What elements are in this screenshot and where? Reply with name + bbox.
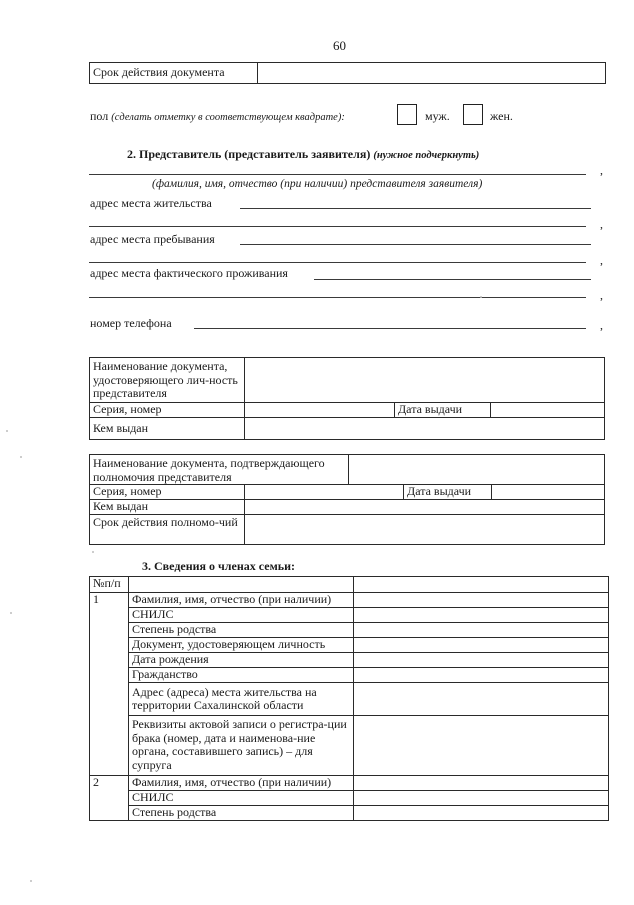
actual-address-comma: , xyxy=(600,288,603,302)
member-1-citizenship-label: Гражданство xyxy=(129,668,354,683)
residence-line-1[interactable] xyxy=(240,208,591,209)
family-members-table xyxy=(89,576,609,821)
member-1-fullname-value[interactable] xyxy=(354,593,609,608)
member-1-number: 1 xyxy=(90,593,129,776)
residence-line-2[interactable] xyxy=(89,226,586,227)
member-2-fullname-value[interactable] xyxy=(354,776,609,791)
member-1-id-doc-value[interactable] xyxy=(354,638,609,653)
member-1-citizenship-value[interactable] xyxy=(354,668,609,683)
member-1-snils-value[interactable] xyxy=(354,608,609,623)
section3-title: 3. Сведения о членах семьи: xyxy=(142,559,295,573)
member-2-snils-value[interactable] xyxy=(354,791,609,806)
authority-doc-name-label: Наименование документа, подтверждающего полномочия представителя xyxy=(90,455,349,485)
male-checkbox[interactable] xyxy=(397,104,417,125)
rep-id-doc-table xyxy=(89,357,605,440)
actual-address-label: адрес места фактического проживания xyxy=(90,266,288,280)
section2-number: 2. xyxy=(127,147,136,161)
page-number: 60 xyxy=(333,38,346,53)
col-value-header xyxy=(354,577,609,593)
member-1-snils-label: СНИЛС xyxy=(129,608,354,623)
member-2-snils-label: СНИЛС xyxy=(129,791,354,806)
authority-issued-by-value[interactable] xyxy=(245,500,605,515)
residence-comma: , xyxy=(600,217,603,231)
doc-validity-table xyxy=(89,62,606,84)
rep-id-issued-by-label: Кем выдан xyxy=(90,418,245,440)
member-1-id-doc-label: Документ, удостоверяющем личность xyxy=(129,638,354,653)
rep-id-doc-name-label: Наименование документа, удостоверяющего лич-ность представителя xyxy=(90,358,245,403)
phone-comma: , xyxy=(600,318,603,332)
section2-title: Представитель (представитель заявителя) xyxy=(139,147,371,161)
scan-speck xyxy=(6,430,8,432)
member-1-address-label: Адрес (адреса) места жительства на территории Сахалинской области xyxy=(129,683,354,716)
scan-speck xyxy=(480,296,482,298)
scan-speck xyxy=(20,456,22,458)
actual-address-line-2[interactable] xyxy=(89,297,586,298)
phone-line[interactable] xyxy=(194,328,586,329)
doc-validity-value[interactable] xyxy=(258,63,606,84)
phone-label: номер телефона xyxy=(90,316,172,330)
rep-id-issue-date-value[interactable] xyxy=(491,403,605,418)
authority-series-value[interactable] xyxy=(245,485,404,500)
member-1-relation-label: Степень родства xyxy=(129,623,354,638)
female-label: жен. xyxy=(490,109,513,123)
member-1-relation-value[interactable] xyxy=(354,623,609,638)
authority-validity-value[interactable] xyxy=(245,515,605,545)
member-1-birthdate-value[interactable] xyxy=(354,653,609,668)
rep-name-caption: (фамилия, имя, отчество (при наличии) представителя заявителя) xyxy=(152,178,483,190)
actual-address-line-1[interactable] xyxy=(314,279,591,280)
col-number-header: №п/п xyxy=(90,577,129,593)
rep-name-line[interactable] xyxy=(89,174,586,175)
member-2-number: 2 xyxy=(90,776,129,821)
authority-issue-date-label: Дата выдачи xyxy=(404,485,492,500)
section2-heading xyxy=(127,147,479,162)
member-2-relation-value[interactable] xyxy=(354,806,609,821)
authority-doc-name-value[interactable] xyxy=(349,455,605,485)
authority-series-label: Серия, номер xyxy=(90,485,245,500)
doc-validity-label: Срок действия документа xyxy=(90,63,258,84)
gender-label-text: пол xyxy=(90,109,109,123)
male-label: муж. xyxy=(425,109,450,123)
member-2-relation-label: Степень родства xyxy=(129,806,354,821)
authority-validity-label: Срок действия полномо-чий xyxy=(90,515,245,545)
stay-label: адрес места пребывания xyxy=(90,232,215,246)
rep-id-issued-by-value[interactable] xyxy=(245,418,605,440)
stay-line-1[interactable] xyxy=(240,244,591,245)
stay-comma: , xyxy=(600,253,603,267)
gender-hint: (сделать отметку в соответствующем квадрате): xyxy=(111,112,345,123)
scan-speck xyxy=(92,551,94,553)
member-1-address-value[interactable] xyxy=(354,683,609,716)
col-field-header xyxy=(129,577,354,593)
section2-note: (нужное подчеркнуть) xyxy=(373,150,480,161)
gender-label xyxy=(90,109,345,124)
authority-doc-table xyxy=(89,454,605,545)
residence-label: адрес места жительства xyxy=(90,196,212,210)
member-1-marriage-record-value[interactable] xyxy=(354,716,609,776)
rep-id-series-value[interactable] xyxy=(245,403,395,418)
rep-id-doc-name-value[interactable] xyxy=(245,358,605,403)
authority-issue-date-value[interactable] xyxy=(492,485,605,500)
scan-speck xyxy=(10,612,12,614)
rep-id-issue-date-label: Дата выдачи xyxy=(395,403,491,418)
female-checkbox[interactable] xyxy=(463,104,483,125)
scan-speck xyxy=(30,880,32,882)
member-2-fullname-label: Фамилия, имя, отчество (при наличии) xyxy=(129,776,354,791)
stay-line-2[interactable] xyxy=(89,262,586,263)
rep-name-comma: , xyxy=(600,163,603,177)
member-1-birthdate-label: Дата рождения xyxy=(129,653,354,668)
family-table-clip xyxy=(89,576,611,828)
authority-issued-by-label: Кем выдан xyxy=(90,500,245,515)
member-1-marriage-record-label: Реквизиты актовой записи о регистра-ции брака (номер, дата и наименова-ние органа, составившего запись) – для супруга xyxy=(129,716,354,776)
rep-id-series-label: Серия, номер xyxy=(90,403,245,418)
member-1-fullname-label: Фамилия, имя, отчество (при наличии) xyxy=(129,593,354,608)
